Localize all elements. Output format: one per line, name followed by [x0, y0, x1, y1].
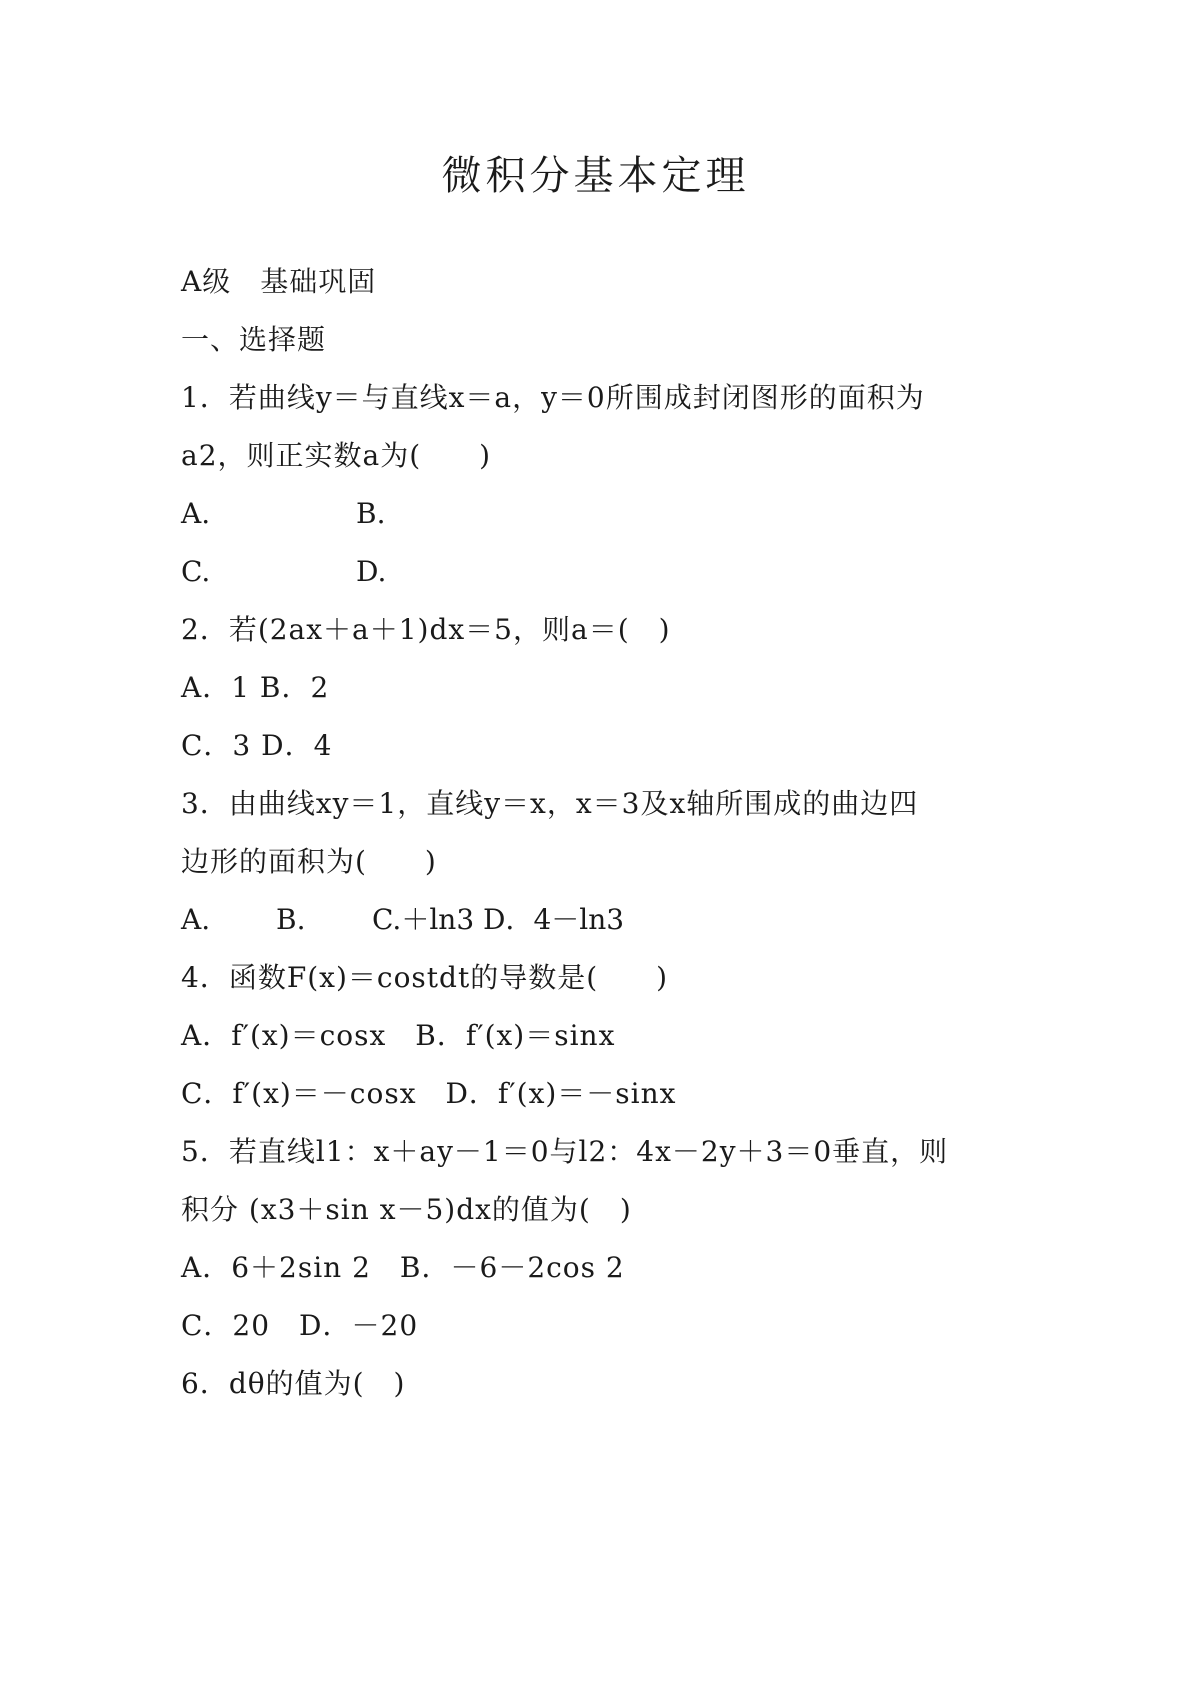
- question-2-stem: 2．若(2ax＋a＋1)dx＝5，则a＝( ): [181, 613, 671, 646]
- question-4-options-ab: A．f′(x)＝cosx B．f′(x)＝sinx: [181, 1019, 616, 1052]
- question-2-options-ab: A．1 B．2: [181, 671, 330, 704]
- question-1-stem-line-1: 1．若曲线y＝与直线x＝a，y＝0所围成封闭图形的面积为: [181, 381, 925, 414]
- question-5-options-cd: C．20 D．－20: [181, 1309, 419, 1342]
- question-3-option-b: B.: [276, 903, 306, 936]
- question-4-options-cd: C．f′(x)＝－cosx D．f′(x)＝－sinx: [181, 1077, 677, 1110]
- question-3-options-cd: C.＋ln3 D．4－ln3: [372, 903, 625, 936]
- section-heading: 一、选择题: [181, 323, 327, 356]
- question-6-stem: 6．dθ的值为( ): [181, 1367, 406, 1400]
- question-3-stem-line-2: 边形的面积为( ): [181, 845, 437, 878]
- question-5-stem-line-1: 5．若直线l1：x＋ay－1＝0与l2：4x－2y＋3＝0垂直，则: [181, 1135, 949, 1168]
- question-3-option-a: A.: [181, 903, 211, 936]
- question-1-option-c: C.: [181, 555, 211, 588]
- question-4-stem: 4．函数F(x)＝costdt的导数是( ): [181, 961, 669, 994]
- question-3-stem-line-1: 3．由曲线xy＝1，直线y＝x，x＝3及x轴所围成的曲边四: [181, 787, 919, 820]
- question-1-option-a: A.: [181, 497, 211, 530]
- page-title: 微积分基本定理: [441, 153, 750, 199]
- question-1-stem-line-2: a2，则正实数a为( ): [181, 439, 492, 472]
- question-5-stem-line-2: 积分 (x3＋sin x－5)dx的值为( ): [181, 1193, 632, 1226]
- question-1-option-d: D.: [356, 555, 387, 588]
- question-5-options-ab: A．6＋2sin 2 B．－6－2cos 2: [181, 1251, 625, 1284]
- level-heading: A级 基础巩固: [181, 265, 377, 298]
- question-1-option-b: B.: [356, 497, 386, 530]
- question-2-options-cd: C．3 D．4: [181, 729, 333, 762]
